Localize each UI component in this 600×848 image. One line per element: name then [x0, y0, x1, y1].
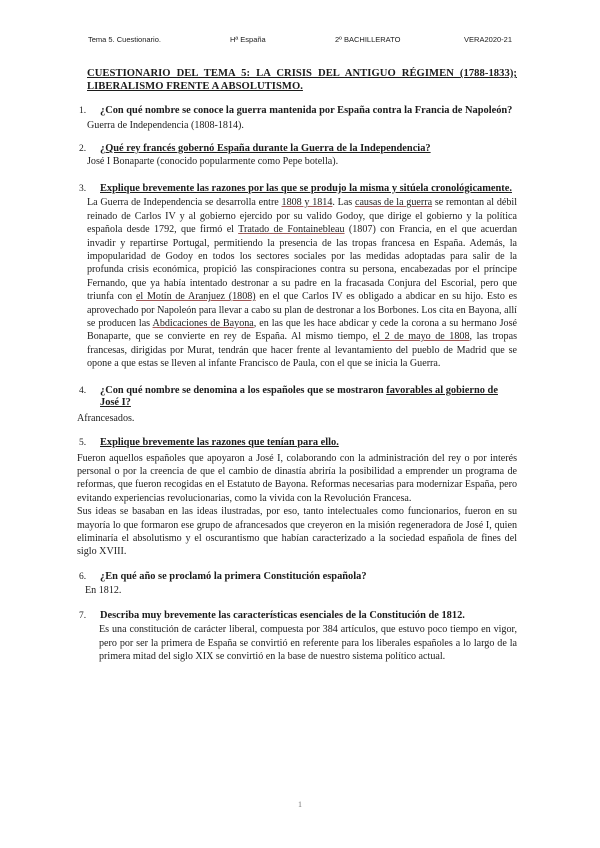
question-text: ¿Con qué nombre se conoce la guerra mantenida por España contra la Francia de Napoleón? [100, 105, 513, 116]
question-text: Describa muy brevemente las características esenciales de la Constitución de 1812. [100, 609, 465, 621]
question-text: ¿Con qué nombre se denomina a los españoles que se mostraron [100, 384, 387, 396]
question-number: 7. [79, 610, 87, 621]
header-topic: Tema 5. Cuestionario. [88, 35, 161, 44]
question-4 [75, 385, 517, 410]
question-number: 4. [79, 385, 87, 396]
answer-text: se remontan al débil reinado de Carlos IV y al gobierno ejercido por su valido Godoy, que dirige el gobierno y la política española desde 1792, que firmó el [87, 197, 518, 236]
dos-de-mayo-link[interactable]: el 2 de mayo de 1808 [372, 331, 470, 343]
page-number: 1 [298, 800, 302, 809]
question-text: Explique brevemente las razones que tenían para ello. [100, 437, 339, 448]
answer-paragraph: Fueron aquellos españoles que apoyaron a José I, colaborando con la administración del rey o por interés personal o por la creencia de que el cambio de dinastía abriría la posibilidad a emprender un programa de reformas, que fueron recogidas en el Estatuto de Bayona. Reformas necesarias para modernizar España, pero evitando experiencias revolucionarias, como la vivida con la Revolución Francesa. [77, 452, 517, 504]
answer-text: , en las que les hace abdicar y cede la corona a su hermano José Bonaparte, que se convierte en rey de España. Al mismo tiempo, [87, 317, 517, 343]
header-subject: Hª España [230, 35, 266, 44]
causes-link[interactable]: causas de la guerra [354, 197, 433, 209]
aranjuez-link[interactable]: el Motín de Aranjuez (1808) [135, 291, 256, 303]
question-1 [75, 105, 517, 118]
answer-2: José I Bonaparte (conocido popularmente como Pepe botella). [87, 156, 339, 168]
document-body [75, 68, 517, 663]
question-text: ¿En qué año se proclamó la primera Constitución española? [100, 570, 367, 582]
question-6 [75, 571, 517, 584]
question-number: 1. [79, 106, 87, 116]
question-text: ¿Qué rey francés gobernó España durante la Guerra de la Independencia? [100, 142, 431, 154]
question-text-underlined: favorables al gobierno de José I? [100, 384, 498, 409]
question-number: 3. [79, 183, 87, 194]
question-5 [75, 437, 517, 450]
answer-6: En 1812. [85, 585, 122, 597]
date-link[interactable]: 1808 y 1814 [281, 197, 333, 209]
question-3 [75, 183, 517, 196]
header-author: VERA2020-21 [464, 35, 512, 44]
answer-3 [75, 196, 517, 370]
answer-text: La Guerra de Independencia se desarrolla entre [87, 197, 282, 209]
question-number: 5. [79, 438, 87, 448]
answer-5 [75, 452, 517, 559]
answer-1: Guerra de Independencia (1808-1814). [87, 119, 244, 131]
question-7 [75, 610, 517, 623]
question-number: 2. [79, 143, 87, 154]
answer-text: , las tropas francesas, dirigidas por Murat, tendrán que hacer frente al levantamiento del pueblo de Madrid que se opone a que estas se lleven al infante Francisco de Paula, con el que se inicia la Guerra. [87, 331, 517, 370]
answer-7: Es una constitución de carácter liberal, compuesta por 384 artículos, que estuvo poco tiempo en vigor, pero por ser la primera de España se convirtió en referente para los liberales españoles a lo largo de la primera mitad del siglo XIX se convirtió en la base de nuestro sistema político actual. [99, 624, 517, 662]
question-number: 6. [79, 571, 87, 582]
fontainebleau-link[interactable]: Tratado de Fontainebleau [238, 224, 345, 236]
document-title: CUESTIONARIO DEL TEMA 5: LA CRISIS DEL ANTIGUO RÉGIMEN (1788-1833); LIBERALISMO FRENTE A ABSOLUTISMO. [87, 68, 517, 92]
answer-paragraph: Sus ideas se basaban en las ideas ilustradas, por eso, tanto intelectuales como funcionarios, fueron en su mayoría lo que formaron ese grupo de afrancesados que creyeron en la misión regeneradora de José I, quien eliminaría el absolutismo y el oscurantismo que habían caracterizado a la sociedad española de fines del siglo XVIII. [77, 506, 517, 558]
page-header [88, 35, 512, 49]
answer-4: Afrancesados. [77, 412, 135, 424]
answer-text: . Las [332, 197, 355, 209]
header-course: 2º BACHILLERATO [335, 35, 401, 44]
bayona-link[interactable]: Abdicaciones de Bayona [152, 317, 254, 329]
answer-text: en el que Carlos IV es obligado a abdicar en su hijo. Esto es aprovechado por Napoleón para llevar a cabo su plan de destronar a los Borbones. Los cita en Bayona, allí se producen las [87, 291, 517, 329]
answer-text: (1807) con Francia, en el que acuerdan invadir y repartirse Portugal, permitiendo la presencia de las tropas francesa en España. Además, la impopularidad de Godoy en todos los sectores sociales por las medidas adoptadas para salir de la profunda crisis económica, propició las conspiraciones contra su persona, encabezadas por el príncipe Fernando, que ya había intentado destronar a su padre en la fracasada Conjura del Escorial, pero que triunfa con [87, 224, 518, 303]
question-text: Explique brevemente las razones por las que se produjo la misma y sitúela cronológicamente. [100, 182, 512, 194]
question-2 [75, 143, 517, 156]
